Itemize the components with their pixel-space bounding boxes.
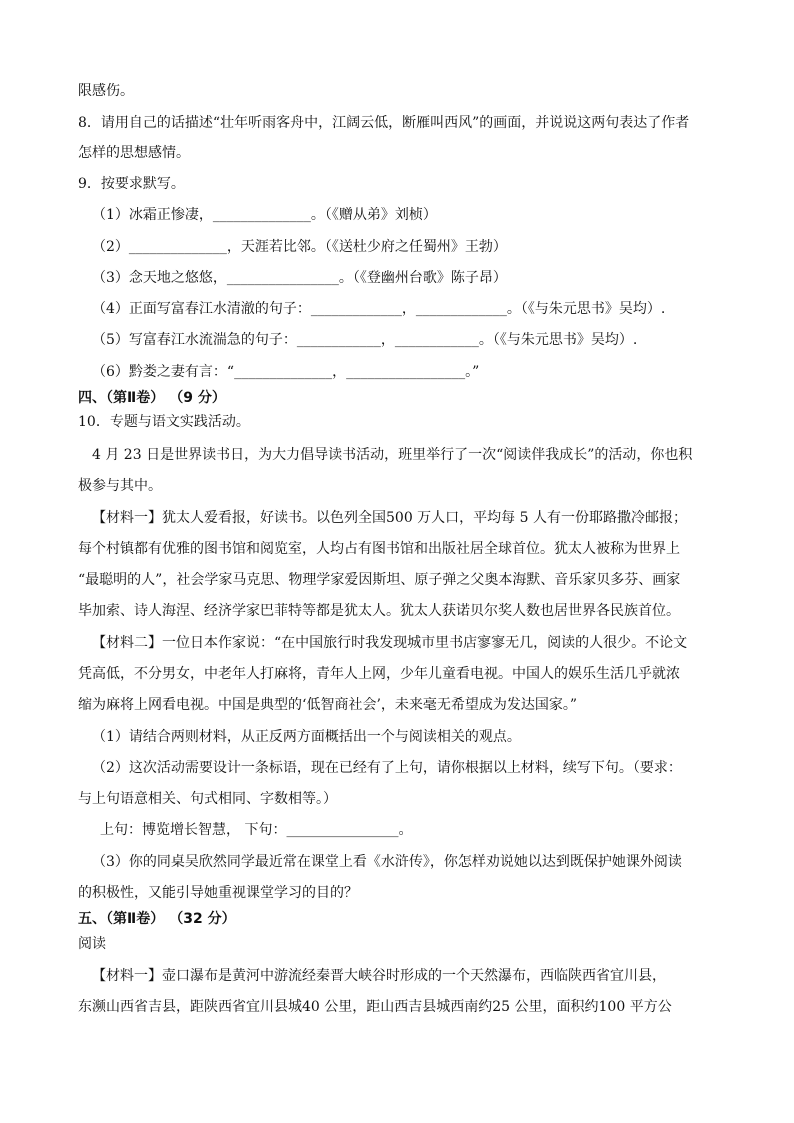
text-line: “最聪明的人”，社会学家马克思、物理学家爱因斯坦、原子弹之父奥本海默、音乐家贝多芬、画家: [78, 572, 681, 588]
material-1: 【材料一】犹太人爱看报，好读书。以色列全国500 万人口，平均每 5 人有一份耶路撒冷邮报；: [92, 510, 687, 526]
section-5-heading: [78, 909, 236, 929]
question-9-6: （6）黔娄之妻有言：“______________，_________________。”: [92, 364, 480, 380]
text-line: 东濒山西省吉县，距陕西省宜川县城40 公里，距山西吉县城西南约25 公里，面积约100 平方公: [78, 999, 672, 1015]
text-line: 缩为麻将上网看电视。中国是典型的‘低智商社会’，未来毫无希望成为发达国家。”: [78, 697, 578, 713]
question-9-1: （1）冰霜正惨凄，______________。（《赠从弟》刘桢）: [92, 207, 437, 223]
text-line: 凭高低，不分男女，中老年人打麻将，青年人上网，少年儿童看电视。中国人的娱乐生活几乎就浓: [78, 666, 680, 682]
question-9: 9．按要求默写。: [78, 176, 185, 192]
material-2: 【材料二】一位日本作家说：“在中国旅行时我发现城市里书店寥寥无几，阅读的人很少。不论文: [92, 635, 688, 651]
section-score: （9 分）: [176, 390, 226, 406]
text-line: 与上句语意相关、句式相同、字数相等。）: [78, 791, 337, 807]
reading-label: 阅读: [78, 936, 106, 952]
section-title: 五、（第Ⅱ卷）: [78, 911, 165, 927]
text-line: 怎样的思想感情。: [78, 145, 190, 161]
reading-material-1: 【材料一】壶口瀑布是黄河中游流经秦晋大峡谷时形成的一个天然瀑布，西临陕西省宜川县，: [92, 968, 666, 984]
task-1: （1）请结合两则材料，从正反两方面概括出一个与阅读相关的观点。: [92, 729, 521, 745]
task-2: （2）这次活动需要设计一条标语，现在已经有了上句，请你根据以上材料，续写下句。（要求：: [92, 760, 682, 776]
text-line: 每个村镇都有优雅的图书馆和阅览室，人均占有图书馆和出版社居全球首位。犹太人被称为世界上: [78, 541, 680, 557]
text-line: 毕加索、诗人海涅、经济学家巴菲特等都是犹太人。犹太人获诺贝尔奖人数也居世界各民族首位。: [78, 603, 680, 619]
text-line: 极参与其中。: [78, 478, 162, 494]
question-9-4: （4）正面写富春江水清澈的句子：_____________，_____________。（《与朱元思书》吴均）.: [92, 301, 666, 317]
question-9-5: （5）写富春江水流湍急的句子：____________，____________。（《与朱元思书》吴均）.: [92, 332, 638, 348]
task-3: （3）你的同桌吴欣然同学最近常在课堂上看《水浒传》，你怎样劝说她以达到既保护她课外阅读: [92, 854, 682, 870]
slogan-line: 上句：博览增长智慧， 下句：________________。: [100, 822, 413, 838]
question-8: 8．请用自己的话描述“壮年听雨客舟中，江阔云低，断雁叫西风”的画面，并说说这两句表达了作者: [78, 115, 690, 131]
section-score: （32 分）: [176, 911, 236, 927]
question-10: 10．专题与语文实践活动。: [78, 414, 250, 430]
question-9-2: （2）______________，天涯若比邻。（《送杜少府之任蜀州》王勃）: [92, 239, 507, 255]
text-line: 限感伤。: [78, 83, 134, 99]
section-title: 四、（第Ⅱ卷）: [78, 390, 165, 406]
question-9-3: （3）念天地之悠悠，________________。（《登幽州台歌》陈子昂）: [92, 270, 507, 286]
text-line: 4 月 23 日是世界读书日，为大力倡导读书活动，班里举行了一次“阅读伴我成长”的活动，你也积: [92, 447, 693, 463]
section-4-heading: [78, 388, 226, 408]
text-line: 的积极性，又能引导她重视课堂学习的目的？: [78, 885, 358, 901]
